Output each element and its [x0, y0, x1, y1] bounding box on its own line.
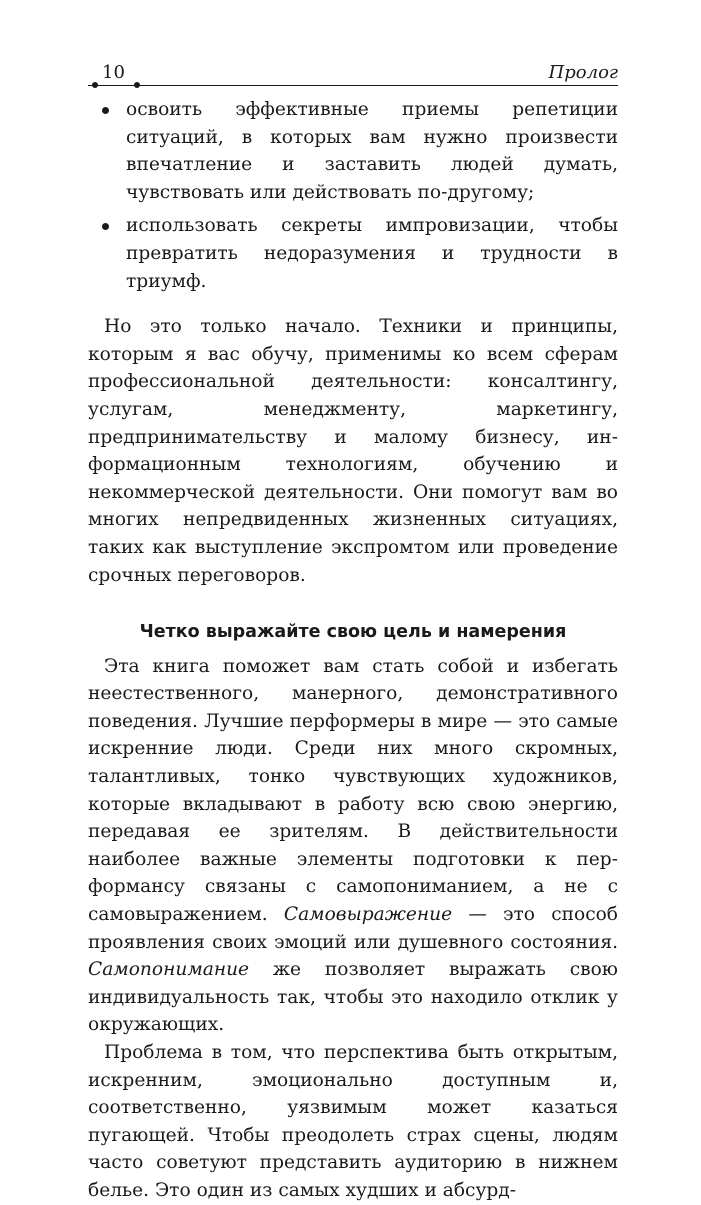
term-self-expression: Самовыражение — [283, 904, 453, 926]
list-item — [88, 96, 618, 206]
book-page — [88, 58, 618, 1205]
list-item-text: освоить эффективные приемы репетиции ситуаций, в которых вам нужно произвести впечатление и заставить людей думать, чувствовать или действовать по-другому; — [126, 99, 618, 203]
list-item — [88, 212, 618, 295]
list-item-text: использовать секреты импровизации, чтобы превратить недоразумения и трудности в триумф. — [126, 215, 618, 292]
page-number: 10 — [102, 62, 125, 83]
section-paragraph-1 — [88, 653, 618, 1039]
running-title: Пролог — [548, 62, 618, 83]
page-body — [88, 96, 618, 1205]
paragraph-text: Эта книга поможет вам стать собой и избегать неестественного, манерного, демонстративного поведения. Лучшие перформеры в мире — это самые искренние люди. Среди них много скромных, талантливых, тонко чувствующих художников, которые вкладывают в работу всю свою энергию, передавая ее зрителям. В действительности наиболее важные элементы подготовки к перформансу связаны с самопониманием, а не с самовыражением. — [88, 655, 618, 926]
header-rule — [88, 85, 618, 86]
section-heading: Четко выражайте свою цель и намерения — [139, 622, 567, 643]
paragraph-text: — это способ проявления своих эмоций или душевного состояния. — [88, 904, 618, 953]
paragraph-text: же позволяет выражать свою индивидуальность так, чтобы это находило отклик у окружающих. — [88, 959, 618, 1036]
term-self-understanding: Самопонимание — [88, 959, 250, 981]
bullet-list — [88, 96, 618, 295]
bullet-icon — [102, 107, 109, 114]
intro-paragraph: Но это только начало. Техники и принципы, которым я вас обучу, применимы ко всем сферам профессиональной деятельности: консалтингу, услугам, менеджменту, маркетингу, предпринимательству и малому бизнесу, информационным технологиям, обучению и некоммерческой деятельности. Они помогут вам во многих непредвиденных жизненных ситуациях, таких как выступление экспромтом или проведение срочных переговоров. — [88, 316, 618, 586]
bullet-icon — [102, 223, 109, 230]
running-header — [88, 58, 618, 88]
section-paragraph-2: Проблема в том, что перспектива быть открытым, искренним, эмоционально доступным и, соответственно, уязвимым может казаться пугающей. Чтобы преодолеть страх сцены, людям часто советуют представить аудиторию в нижнем белье. Это один из самых худших и абсурд- — [88, 1042, 618, 1201]
